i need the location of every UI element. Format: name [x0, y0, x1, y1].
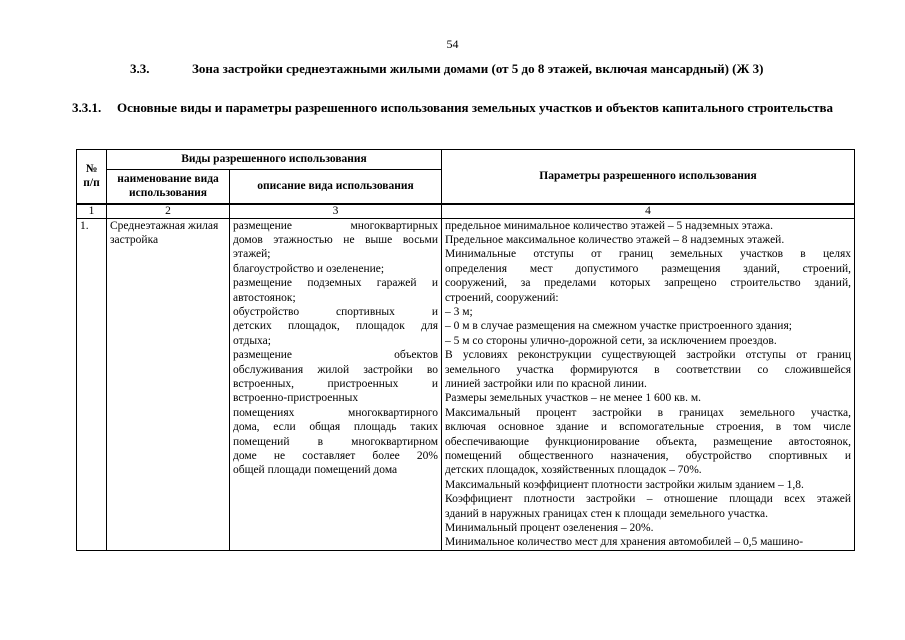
- section-heading: [72, 99, 857, 116]
- parameter-line: Минимальные отступы от границ земельных участков в целях: [445, 248, 851, 261]
- parameter-line: Максимальный коэффициент плотности застройки жилым зданием – 1,8.: [445, 478, 804, 491]
- parameter-line: детских площадок, хозяйственных площадок – 70%.: [445, 464, 702, 477]
- header-type-name: наименование вида использования: [107, 170, 230, 204]
- parameter-line: сооружений, за пределами которых запрещено строительство зданий,: [445, 277, 851, 290]
- parameter-line: зданий в наружных границах стен к площади земельного участка.: [445, 507, 768, 520]
- parameter-line: Максимальный процент застройки в границах земельного участка,: [445, 406, 851, 419]
- row-type-name: Среднеэтажная жилая застройка: [107, 218, 230, 550]
- page-number: 54: [446, 37, 459, 51]
- header-type-desc: описание вида использования: [230, 170, 442, 204]
- description-line: обустройство спортивных и: [233, 305, 438, 318]
- parameter-line: Коэффициент плотности застройки – отношение площади всех этажей: [445, 493, 851, 506]
- index-cell-2: 2: [107, 204, 230, 219]
- parameter-line: определения мест допустимого размещения зданий, строений,: [445, 262, 851, 275]
- section-number: 3.3.1.: [72, 100, 102, 115]
- description-line: обслуживания жилой застройки во: [233, 363, 438, 376]
- parameter-line: В условиях реконструкции существующей застройки отступы от границ: [445, 349, 851, 362]
- description-line: общей площади помещений дома: [233, 464, 398, 477]
- parameter-line: – 5 м со стороны улично-дорожной сети, за исключением проездов.: [445, 334, 777, 347]
- section-title: Основные виды и параметры разрешенного использования земельных участков и объектов капитального строительства: [117, 100, 833, 115]
- row-parameters: [442, 218, 855, 550]
- header-params: Параметры разрешенного использования: [442, 150, 855, 204]
- index-cell-3: 3: [230, 204, 442, 219]
- parameter-line: включая основное здание и вспомогательные строения, в том числе: [445, 421, 851, 434]
- parameter-line: – 3 м;: [445, 305, 473, 318]
- table-row: [77, 218, 855, 550]
- description-line: размещение объектов: [233, 349, 438, 362]
- description-line: встроенно-пристроенных: [233, 392, 359, 405]
- description-line: этажей;: [233, 248, 271, 261]
- description-line: размещение подземных гаражей и: [233, 277, 438, 290]
- index-cell-1: 1: [77, 204, 107, 219]
- description-line: встроенных, пристроенных и: [233, 377, 438, 390]
- header-types-group: Виды разрешенного использования: [107, 150, 442, 170]
- row-type-description: [230, 218, 442, 550]
- description-line: домов этажностью не выше восьми: [233, 233, 438, 246]
- parameter-line: земельного участка формируются в соответствии со сложившейся: [445, 363, 851, 376]
- description-line: детских площадок, площадок для: [233, 320, 438, 333]
- parameter-line: Размеры земельных участков – не менее 1 600 кв. м.: [445, 392, 702, 405]
- description-line: автостоянок;: [233, 291, 296, 304]
- description-line: размещение многоквартирных: [233, 219, 438, 232]
- description-line: помещений в многоквартирном: [233, 435, 438, 448]
- description-line: отдыха;: [233, 334, 271, 347]
- parameter-line: линией застройки или по красной линии.: [445, 377, 647, 390]
- parameter-line: Минимальный процент озеленения – 20%.: [445, 522, 654, 535]
- parameter-line: Минимальное количество мест для хранения автомобилей – 0,5 машино-: [445, 536, 804, 549]
- parameter-line: Предельное максимальное количество этажей – 8 надземных этажей.: [445, 233, 785, 246]
- usage-table: [76, 149, 855, 551]
- index-cell-4: 4: [442, 204, 855, 219]
- header-num: № п/п: [77, 150, 107, 204]
- zone-title: Зона застройки среднеэтажными жилыми домами (от 5 до 8 этажей, включая мансардный) (Ж 3): [192, 61, 764, 76]
- parameter-line: помещений общественного назначения, обустройство спортивных и: [445, 450, 851, 462]
- parameter-line: обеспечивающие функционирование объекта, размещение автостоянок,: [445, 435, 851, 448]
- zone-number: 3.3.: [130, 61, 150, 76]
- parameter-line: предельное минимальное количество этажей – 5 надземных этажа.: [445, 219, 773, 232]
- description-line: благоустройство и озеленение;: [233, 262, 385, 275]
- row-number: 1.: [77, 218, 107, 550]
- zone-heading: [130, 61, 763, 77]
- description-line: доме не составляет более 20%: [233, 450, 438, 462]
- description-line: помещениях многоквартирного: [233, 406, 438, 419]
- parameter-line: строений, сооружений:: [445, 291, 559, 304]
- parameter-line: – 0 м в случае размещения на смежном участке пристроенного здания;: [445, 320, 792, 333]
- description-line: дома, если общая площадь таких: [233, 421, 438, 434]
